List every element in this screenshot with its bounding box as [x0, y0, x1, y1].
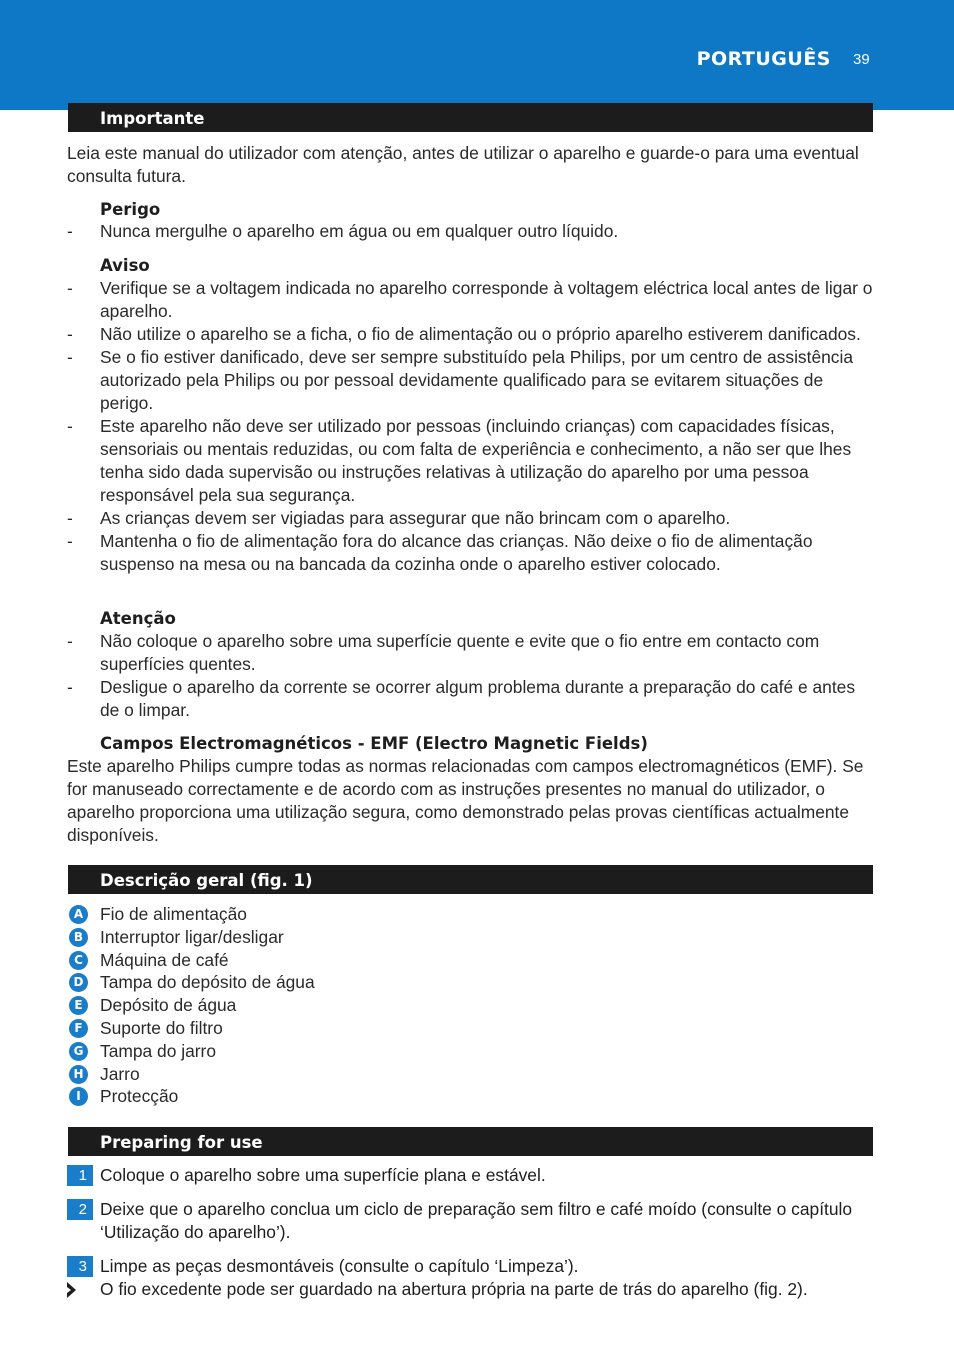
step-number-badge: 2 [67, 1199, 93, 1220]
letter-badge-icon: A [69, 905, 88, 924]
section-heading-preparing: Preparing for use [68, 1127, 873, 1156]
section-heading-importante: Importante [68, 103, 873, 132]
arrow-right-icon [67, 1282, 76, 1298]
list-item: D Tampa do depósito de água [69, 971, 315, 994]
list-item: B Interruptor ligar/desligar [69, 926, 315, 949]
emf-paragraph: Este aparelho Philips cumpre todas as normas relacionadas com campos electromagnéticos (EMF). Se for manuseado correctamente e de acordo com as instruções presentes no manual do utilizador, o aparelho proporciona uma utilização segura, como demonstrado pelas provas científicas actualmente disponíveis. [67, 756, 864, 845]
step-text: Deixe que o aparelho conclua um ciclo de preparação sem filtro e café moído (consulte o capítulo ‘Utilização do aparelho’). [100, 1199, 853, 1242]
list-item: G Tampa do jarro [69, 1040, 315, 1063]
step-3 [67, 1255, 877, 1278]
letter-badge-icon: C [69, 951, 88, 970]
step-2 [67, 1198, 877, 1244]
letter-badge-icon: H [69, 1065, 88, 1084]
intro-paragraph: Leia este manual do utilizador com atenção, antes de utilizar o aparelho e guarde-o para uma eventual consulta futura. [67, 143, 859, 186]
parts-list [69, 903, 315, 1108]
step-number-badge: 1 [67, 1165, 93, 1186]
atencao-list [67, 630, 877, 722]
perigo-list [67, 220, 877, 243]
step-text: Coloque o aparelho sobre uma superfície plana e estável. [100, 1165, 546, 1185]
list-item: E Depósito de água [69, 994, 315, 1017]
letter-badge-icon: G [69, 1042, 88, 1061]
letter-badge-icon: E [69, 996, 88, 1015]
list-item: - Se o fio estiver danificado, deve ser sempre substituído pela Philips, por um centro de assistência autorizado pela Philips ou por pessoal devidamente qualificado para se evitarem situações de perigo. [67, 347, 854, 413]
list-item: - Verifique se a voltagem indicada no aparelho corresponde à voltagem eléctrica local antes de ligar o aparelho. [67, 278, 873, 321]
list-item: H Jarro [69, 1063, 315, 1086]
list-item: A Fio de alimentação [69, 903, 315, 926]
aviso-list [67, 277, 877, 576]
step-number-badge: 3 [67, 1256, 93, 1277]
note-text: O fio excedente pode ser guardado na abertura própria na parte de trás do aparelho (fig. 2). [100, 1279, 808, 1299]
header-bar [0, 0, 954, 110]
page-number: 39 [853, 51, 870, 68]
section-heading-descricao: Descrição geral (fig. 1) [68, 865, 873, 894]
list-item: - Não coloque o aparelho sobre uma superfície quente e evite que o fio entre em contacto com superfícies quentes. [67, 631, 820, 674]
letter-badge-icon: F [69, 1019, 88, 1038]
list-item: - Não utilize o aparelho se a ficha, o fio de alimentação ou o próprio aparelho estiverem danificados. [67, 324, 861, 344]
emf-heading: Campos Electromagnéticos - EMF (Electro Magnetic Fields) [100, 734, 648, 753]
letter-badge-icon: D [69, 973, 88, 992]
list-item: I Protecção [69, 1085, 315, 1108]
list-item: C Máquina de café [69, 949, 315, 972]
list-item: - Este aparelho não deve ser utilizado por pessoas (incluindo crianças) com capacidades físicas, sensoriais ou mentais reduzidas, ou com falta de experiência e conhecimento, a não ser que lhes tenha sido dada supervisão ou instruções relativas à utilização do aparelho por uma pessoa responsável pela sua segurança. [67, 416, 852, 505]
letter-badge-icon: B [69, 928, 88, 947]
list-item: - Nunca mergulhe o aparelho em água ou em qualquer outro líquido. [67, 221, 619, 241]
atencao-heading: Atenção [100, 609, 176, 628]
list-item: - Mantenha o fio de alimentação fora do alcance das crianças. Não deixe o fio de alimentação suspenso na mesa ou na bancada da cozinha onde o aparelho estiver colocado. [67, 531, 813, 574]
step-1 [67, 1164, 877, 1187]
perigo-heading: Perigo [100, 200, 161, 219]
letter-badge-icon: I [69, 1087, 88, 1106]
note-item [67, 1278, 877, 1301]
aviso-heading: Aviso [100, 256, 150, 275]
list-item: - Desligue o aparelho da corrente se ocorrer algum problema durante a preparação do café e antes de o limpar. [67, 677, 856, 720]
list-item: - As crianças devem ser vigiadas para assegurar que não brincam com o aparelho. [67, 508, 731, 528]
step-text: Limpe as peças desmontáveis (consulte o capítulo ‘Limpeza’). [100, 1256, 579, 1276]
list-item: F Suporte do filtro [69, 1017, 315, 1040]
language-label: PORTUGUÊS [696, 48, 831, 70]
